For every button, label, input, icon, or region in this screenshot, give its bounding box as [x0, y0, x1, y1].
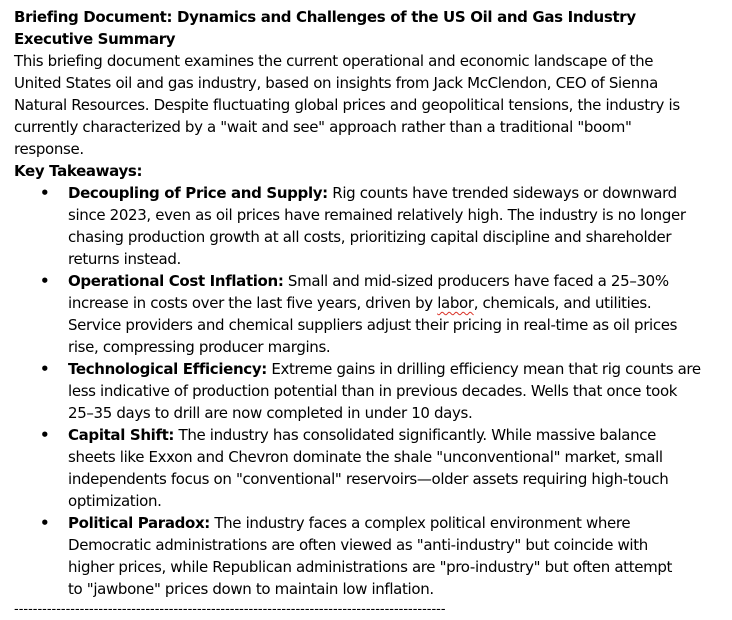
takeaway-text: since 2023, even as oil prices have remained relatively high. The industry is no longer: [68, 206, 686, 224]
takeaway-text: chasing production growth at all costs, prioritizing capital discipline and shareholder: [68, 228, 672, 246]
takeaway-text: returns instead.: [68, 250, 181, 268]
bullet-icon: •: [40, 272, 50, 290]
takeaway-label: Political Paradox:: [68, 514, 210, 532]
takeaway-label: Capital Shift:: [68, 426, 175, 444]
summary-line: This briefing document examines the current operational and economic landscape of the: [14, 52, 654, 70]
takeaway-text: Democratic administrations are often viewed as "anti-industry" but coincide with: [68, 536, 648, 554]
summary-paragraph: [14, 50, 724, 160]
bullet-icon: •: [40, 360, 50, 378]
takeaway-item-political-paradox: [14, 512, 724, 600]
bullet-icon: •: [40, 514, 50, 532]
takeaway-text: , chemicals, and utilities.: [473, 294, 652, 312]
takeaway-item-capital-shift: [14, 424, 724, 512]
takeaway-text: The industry faces a complex political environment where: [209, 514, 631, 532]
section-heading-executive-summary: Executive Summary: [14, 30, 176, 48]
section-heading-key-takeaways: Key Takeaways:: [14, 162, 143, 180]
takeaway-text: independents focus on "conventional" reservoirs—older assets requiring high-touch: [68, 470, 669, 488]
takeaway-text: The industry has consolidated significantly. While massive balance: [174, 426, 657, 444]
takeaway-item-cost-inflation: [14, 270, 724, 358]
takeaway-label: Operational Cost Inflation:: [68, 272, 284, 290]
document-title: Briefing Document: Dynamics and Challenges of the US Oil and Gas Industry: [14, 8, 636, 26]
takeaway-text: Rig counts have trended sideways or downward: [327, 184, 677, 202]
takeaway-text: Extreme gains in drilling efficiency mean that rig counts are: [266, 360, 701, 378]
section-divider: --------------------------------------------------------------------------------------------: [14, 602, 446, 617]
takeaway-text: sheets like Exxon and Chevron dominate the shale "unconventional" market, small: [68, 448, 663, 466]
takeaway-text: optimization.: [68, 492, 162, 510]
takeaway-label: Decoupling of Price and Supply:: [68, 184, 328, 202]
takeaway-item-tech-efficiency: [14, 358, 724, 424]
takeaway-text: 25–35 days to drill are now completed in under 10 days.: [68, 404, 473, 422]
takeaway-text: increase in costs over the last five years, driven by: [68, 294, 438, 312]
bullet-icon: •: [40, 426, 50, 444]
summary-line: response.: [14, 140, 84, 158]
takeaway-text: Small and mid-sized producers have faced a 25–30%: [283, 272, 669, 290]
summary-line: currently characterized by a "wait and see" approach rather than a traditional "boom": [14, 118, 632, 136]
takeaway-text: rise, compressing producer margins.: [68, 338, 331, 356]
takeaways-list: [14, 182, 724, 600]
bullet-icon: •: [40, 184, 50, 202]
takeaway-label: Technological Efficiency:: [68, 360, 267, 378]
takeaway-text: Service providers and chemical suppliers adjust their pricing in real-time as oil prices: [68, 316, 678, 334]
takeaway-item-decoupling: [14, 182, 724, 270]
summary-line: Natural Resources. Despite fluctuating global prices and geopolitical tensions, the industry is: [14, 96, 680, 114]
spellcheck-flagged-word[interactable]: labor: [437, 294, 474, 312]
takeaway-text: higher prices, while Republican administrations are "pro-industry" but often attempt: [68, 558, 673, 576]
takeaway-text: less indicative of production potential than in previous decades. Wells that once took: [68, 382, 678, 400]
summary-line: United States oil and gas industry, based on insights from Jack McClendon, CEO of Sienna: [14, 74, 658, 92]
takeaway-text: to "jawbone" prices down to maintain low inflation.: [68, 580, 434, 598]
